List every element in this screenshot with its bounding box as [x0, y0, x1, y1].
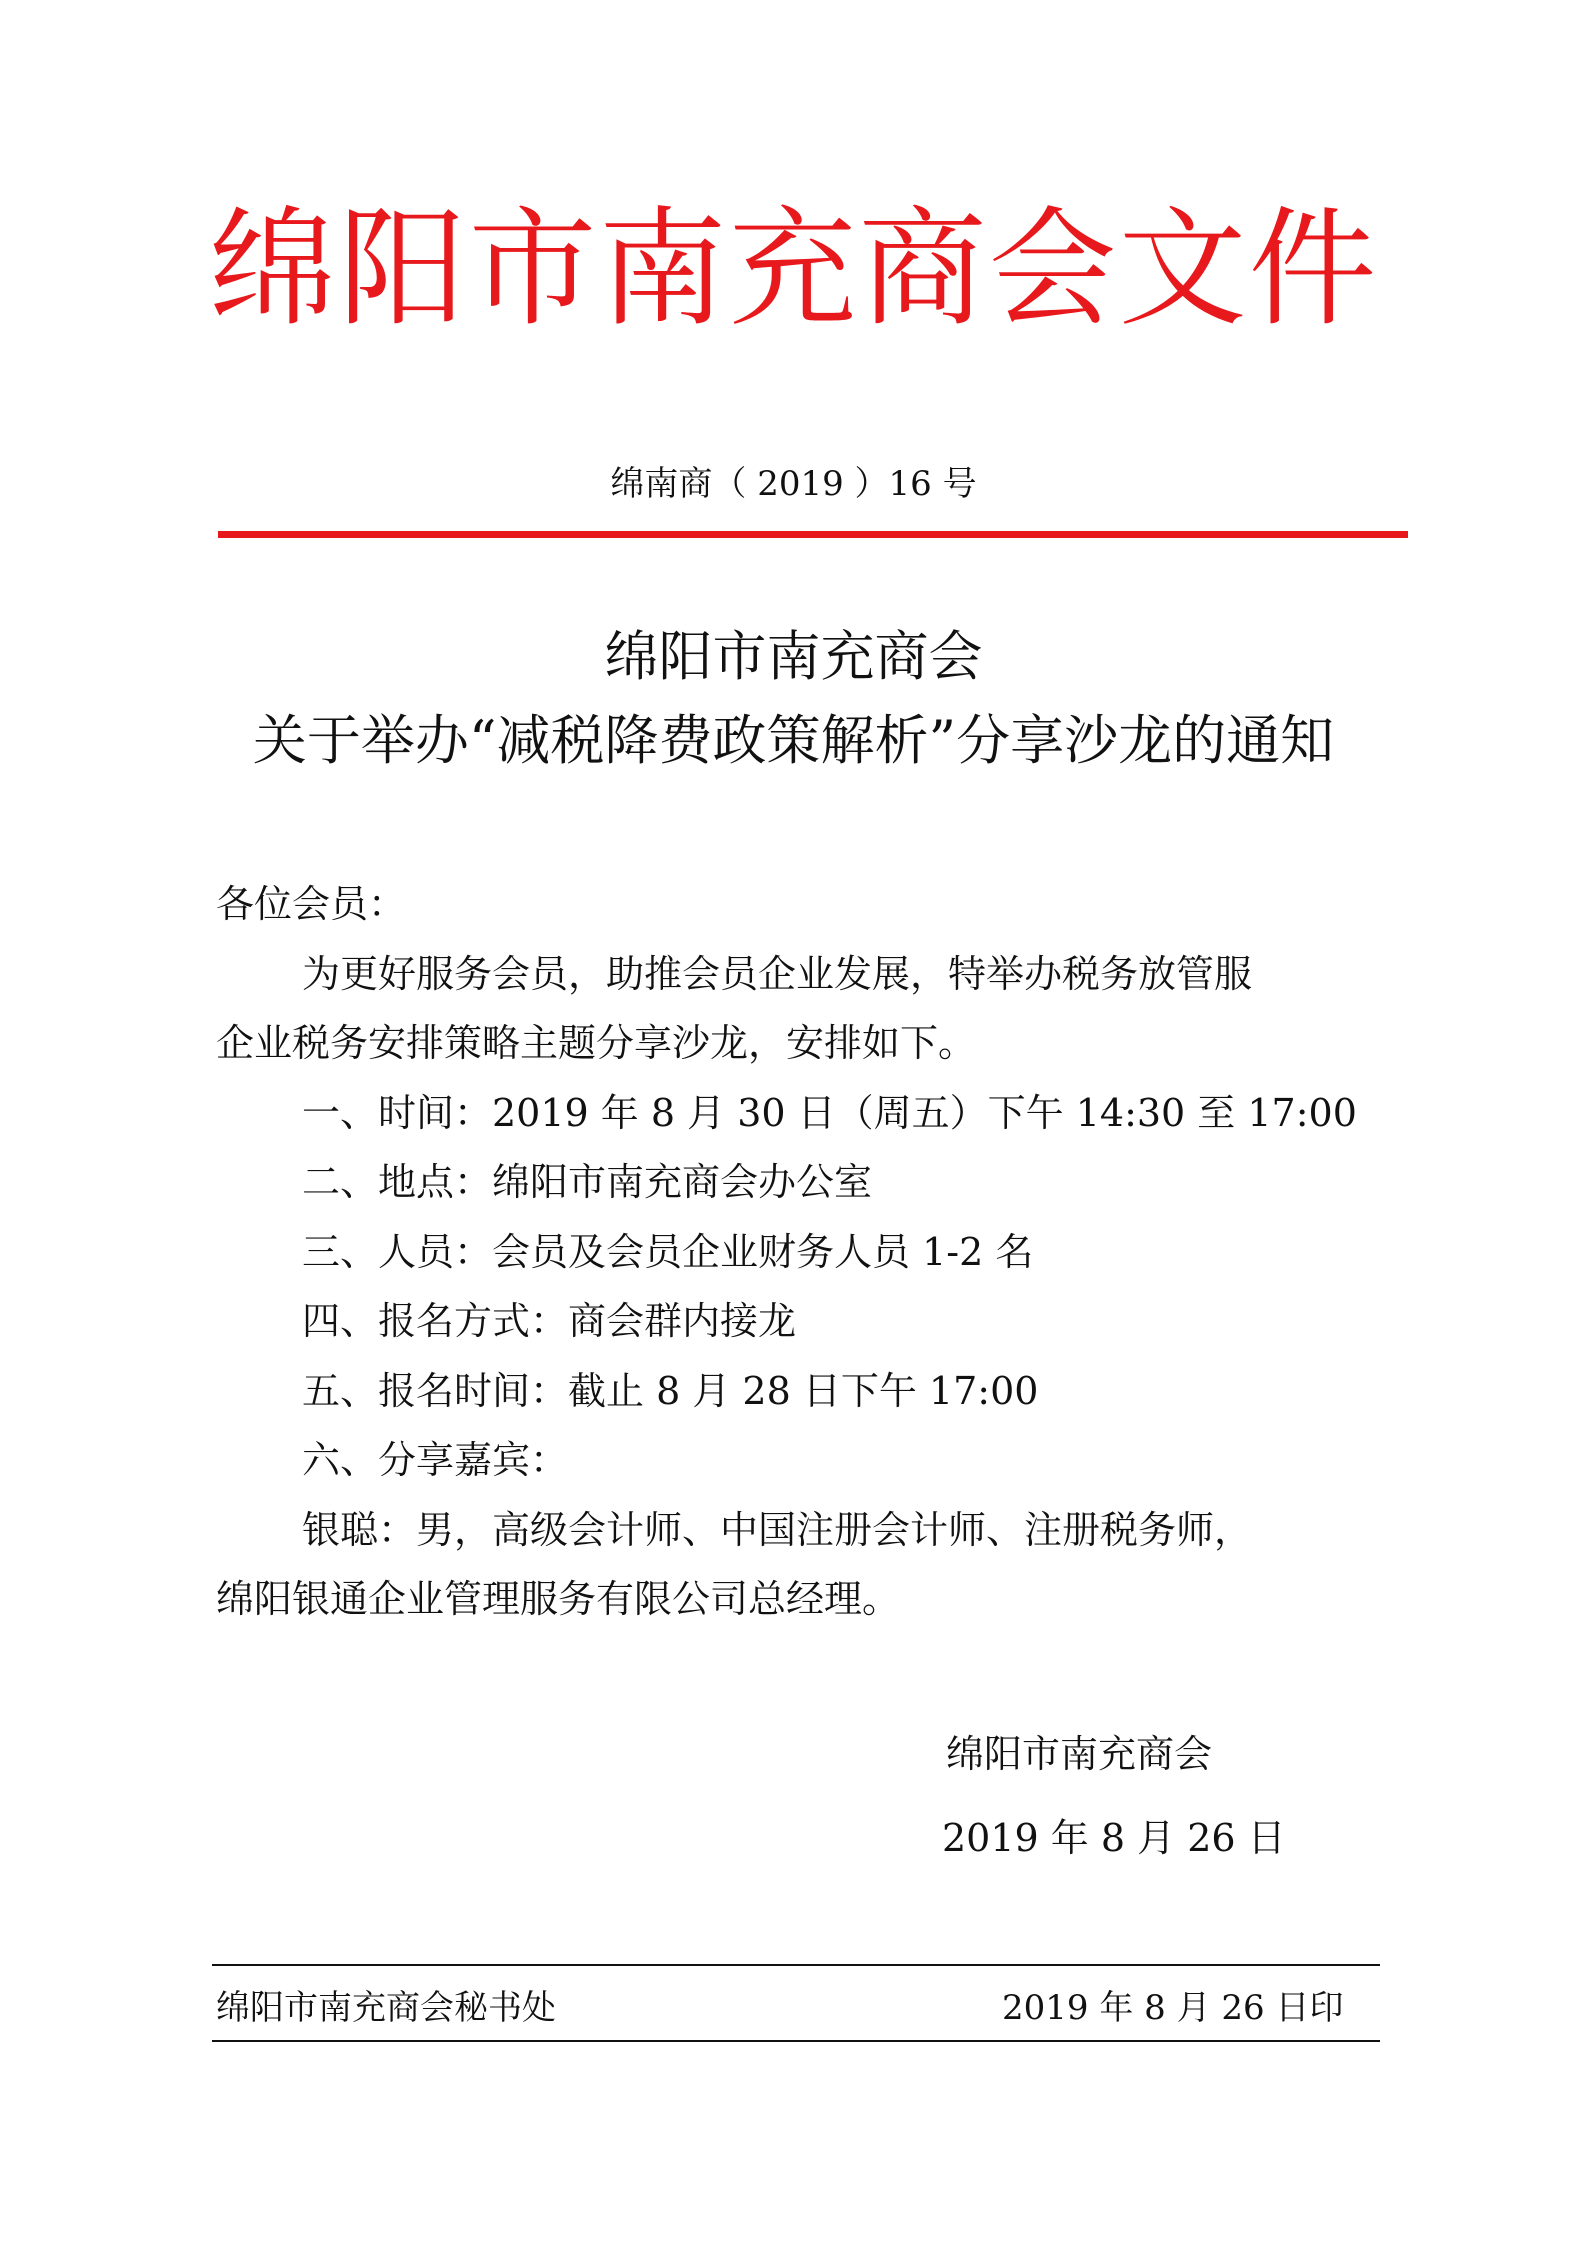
- salutation: 各位会员：: [216, 882, 407, 926]
- guest-description-line-1: 银聪：男，高级会计师、中国注册会计师、注册税务师，: [302, 1508, 1253, 1552]
- signature-date: 2019 年 8 月 26 日: [942, 1816, 1286, 1860]
- red-separator-line: [218, 531, 1408, 538]
- document-number: 绵南商（ 2019 ）16 号: [610, 464, 977, 504]
- footer-office: 绵阳市南充商会秘书处: [216, 1988, 556, 2028]
- item-registration-deadline: 五、报名时间：截止 8 月 28 日下午 17:00: [302, 1369, 1039, 1413]
- footer-print-date: 2019 年 8 月 26 日印: [1002, 1988, 1344, 2028]
- footer-top-rule: [212, 1964, 1380, 1966]
- intro-paragraph-line-2: 企业税务安排策略主题分享沙龙，安排如下。: [216, 1021, 977, 1065]
- signature-organization: 绵阳市南充商会: [946, 1732, 1213, 1776]
- document-issuer-header: 绵阳市南充商会文件: [208, 195, 1379, 344]
- title-line-1: 绵阳市南充商会: [604, 625, 983, 688]
- item-attendees: 三、人员：会员及会员企业财务人员 1-2 名: [302, 1230, 1034, 1274]
- item-guest-heading: 六、分享嘉宾：: [302, 1438, 569, 1482]
- title-line-2: 关于举办“减税降费政策解析”分享沙龙的通知: [252, 709, 1335, 772]
- footer-bottom-rule: [212, 2040, 1380, 2042]
- item-time: 一、时间：2019 年 8 月 30 日（周五）下午 14:30 至 17:00: [302, 1091, 1357, 1135]
- item-location: 二、地点：绵阳市南充商会办公室: [302, 1160, 873, 1204]
- item-registration-method: 四、报名方式：商会群内接龙: [302, 1299, 797, 1343]
- guest-description-line-2: 绵阳银通企业管理服务有限公司总经理。: [216, 1577, 901, 1621]
- intro-paragraph-line-1: 为更好服务会员，助推会员企业发展，特举办税务放管服: [302, 952, 1253, 996]
